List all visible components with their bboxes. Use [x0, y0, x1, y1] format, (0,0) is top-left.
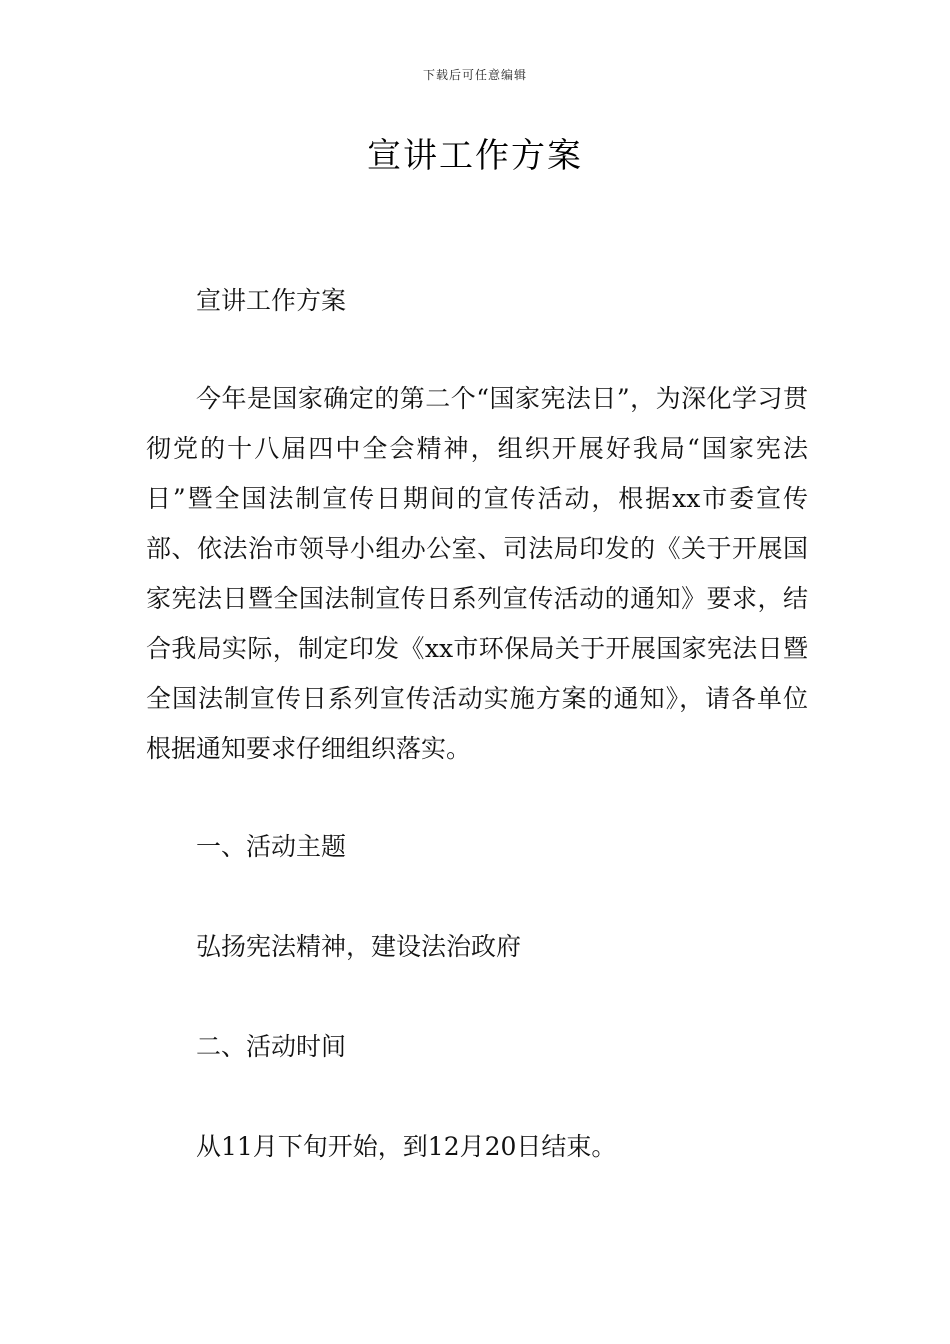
section-text-time: 从11月下旬开始，到12月20日结束。: [196, 1132, 617, 1161]
section-text-theme: 弘扬宪法精神，建设法治政府: [196, 932, 522, 961]
section-heading-theme: 一、活动主题: [196, 832, 347, 861]
intro-paragraph: 今年是国家确定的第二个“国家宪法日”，为深化学习贯彻党的十八届四中全会精神，组织开展好我局“国家宪法日”暨全国法制宣传日期间的宣传活动，根据xx市委宣传部、依法治市领导小组办公室、司法局印发的《关于开展国家宪法日暨全国法制宣传日系列宣传活动的通知》要求，结合我局实际，制定印发《xx市环保局关于开展国家宪法日暨全国法制宣传日系列宣传活动实施方案的通知》，请各单位根据通知要求仔细组织落实。: [146, 384, 808, 763]
section-heading-time: 二、活动时间: [196, 1032, 347, 1061]
document-title: 宣讲工作方案: [367, 136, 583, 176]
document-subtitle: 宣讲工作方案: [196, 286, 347, 315]
header-note: 下载后可任意编辑: [422, 68, 527, 82]
